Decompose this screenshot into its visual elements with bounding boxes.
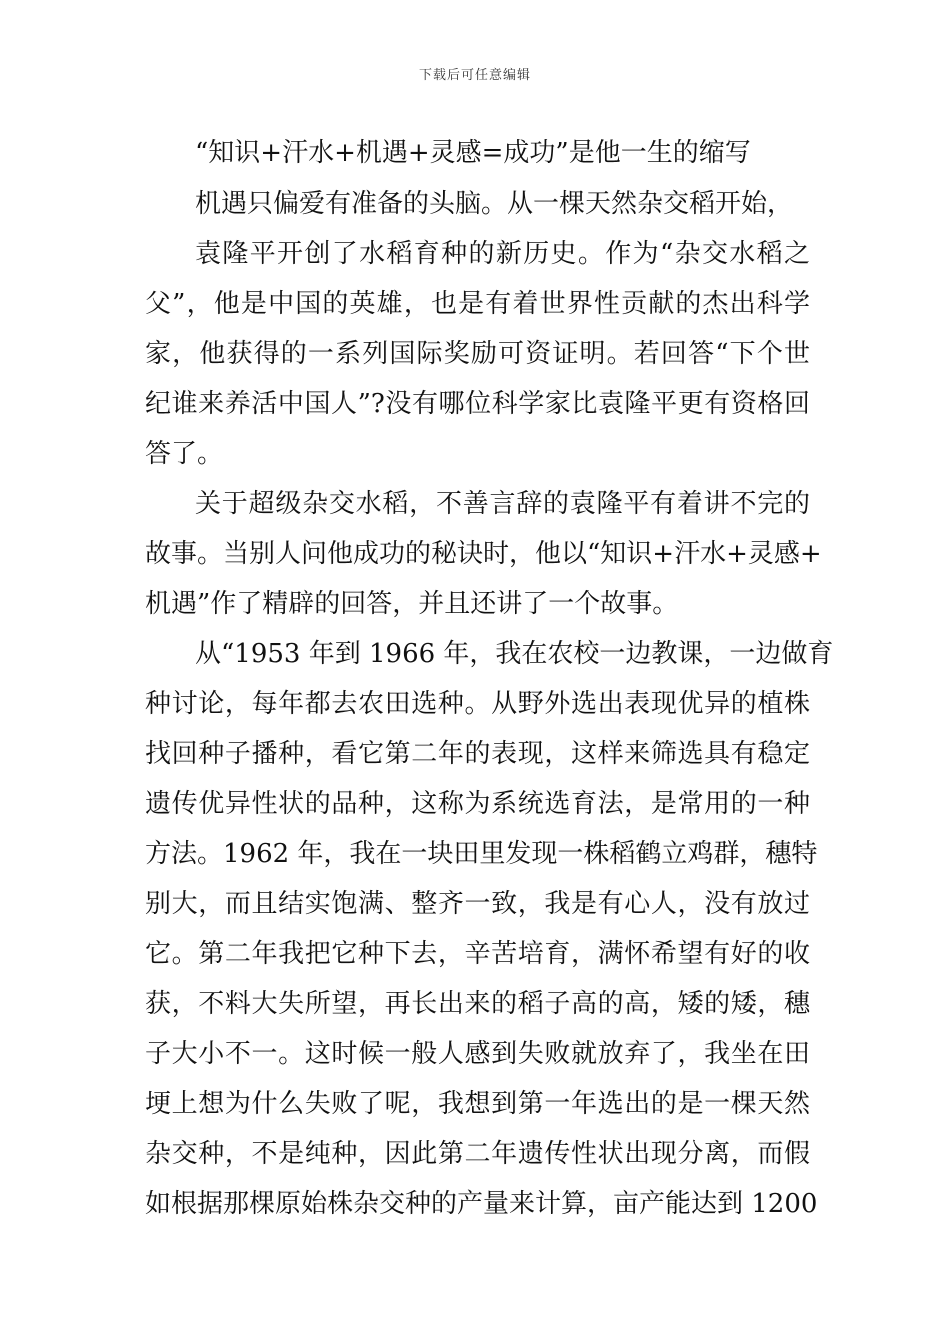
body-line: 机遇”作了精辟的回答，并且还讲了一个故事。 [145,589,679,619]
body-line: 故事。当别人问他成功的秘诀时，他以“知识+汗水+灵感+ [145,539,822,569]
body-line: 袁隆平开创了水稻育种的新历史。作为“杂交水稻之 [195,239,810,269]
body-line: 别大，而且结实饱满、整齐一致，我是有心人，没有放过 [145,889,810,919]
body-line: 如根据那棵原始株杂交种的产量来计算，亩产能达到 1200 [145,1189,818,1219]
body-line: 获，不料大失所望，再长出来的稻子高的高，矮的矮，穗 [145,989,810,1019]
body-line: 子大小不一。这时候一般人感到失败就放弃了，我坐在田 [145,1039,810,1069]
body-line: 杂交种，不是纯种，因此第二年遗传性状出现分离，而假 [145,1139,810,1169]
page-header: 下载后可任意编辑 [418,68,531,83]
body-line: 答了。 [145,439,224,469]
body-line: 纪谁来养活中国人”?没有哪位科学家比袁隆平更有资格回 [145,389,810,419]
body-line: 机遇只偏爱有准备的头脑。从一棵天然杂交稻开始， [195,189,794,219]
body-line: 关于超级杂交水稻，不善言辞的袁隆平有着讲不完的 [195,489,810,519]
body-line: 方法。1962 年，我在一块田里发现一株稻鹤立鸡群，穗特 [145,839,818,869]
body-line: 埂上想为什么失败了呢，我想到第一年选出的是一棵天然 [145,1089,810,1119]
body-line: 从“1953 年到 1966 年，我在农校一边教课，一边做育 [195,639,834,669]
body-line: 它。第二年我把它种下去，辛苦培育，满怀希望有好的收 [145,939,810,969]
body-line: 遗传优异性状的品种，这称为系统选育法，是常用的一种 [145,789,810,819]
body-line: 找回种子播种，看它第二年的表现，这样来筛选具有稳定 [145,739,810,769]
body-line: 种讨论，每年都去农田选种。从野外选出表现优异的植株 [145,689,810,719]
body-line: 父”，他是中国的英雄，也是有着世界性贡献的杰出科学 [145,289,810,319]
body-line: 家，他获得的一系列国际奖励可资证明。若回答“下个世 [145,339,810,369]
article-title: “知识+汗水+机遇+灵感=成功”是他一生的缩写 [195,138,751,168]
